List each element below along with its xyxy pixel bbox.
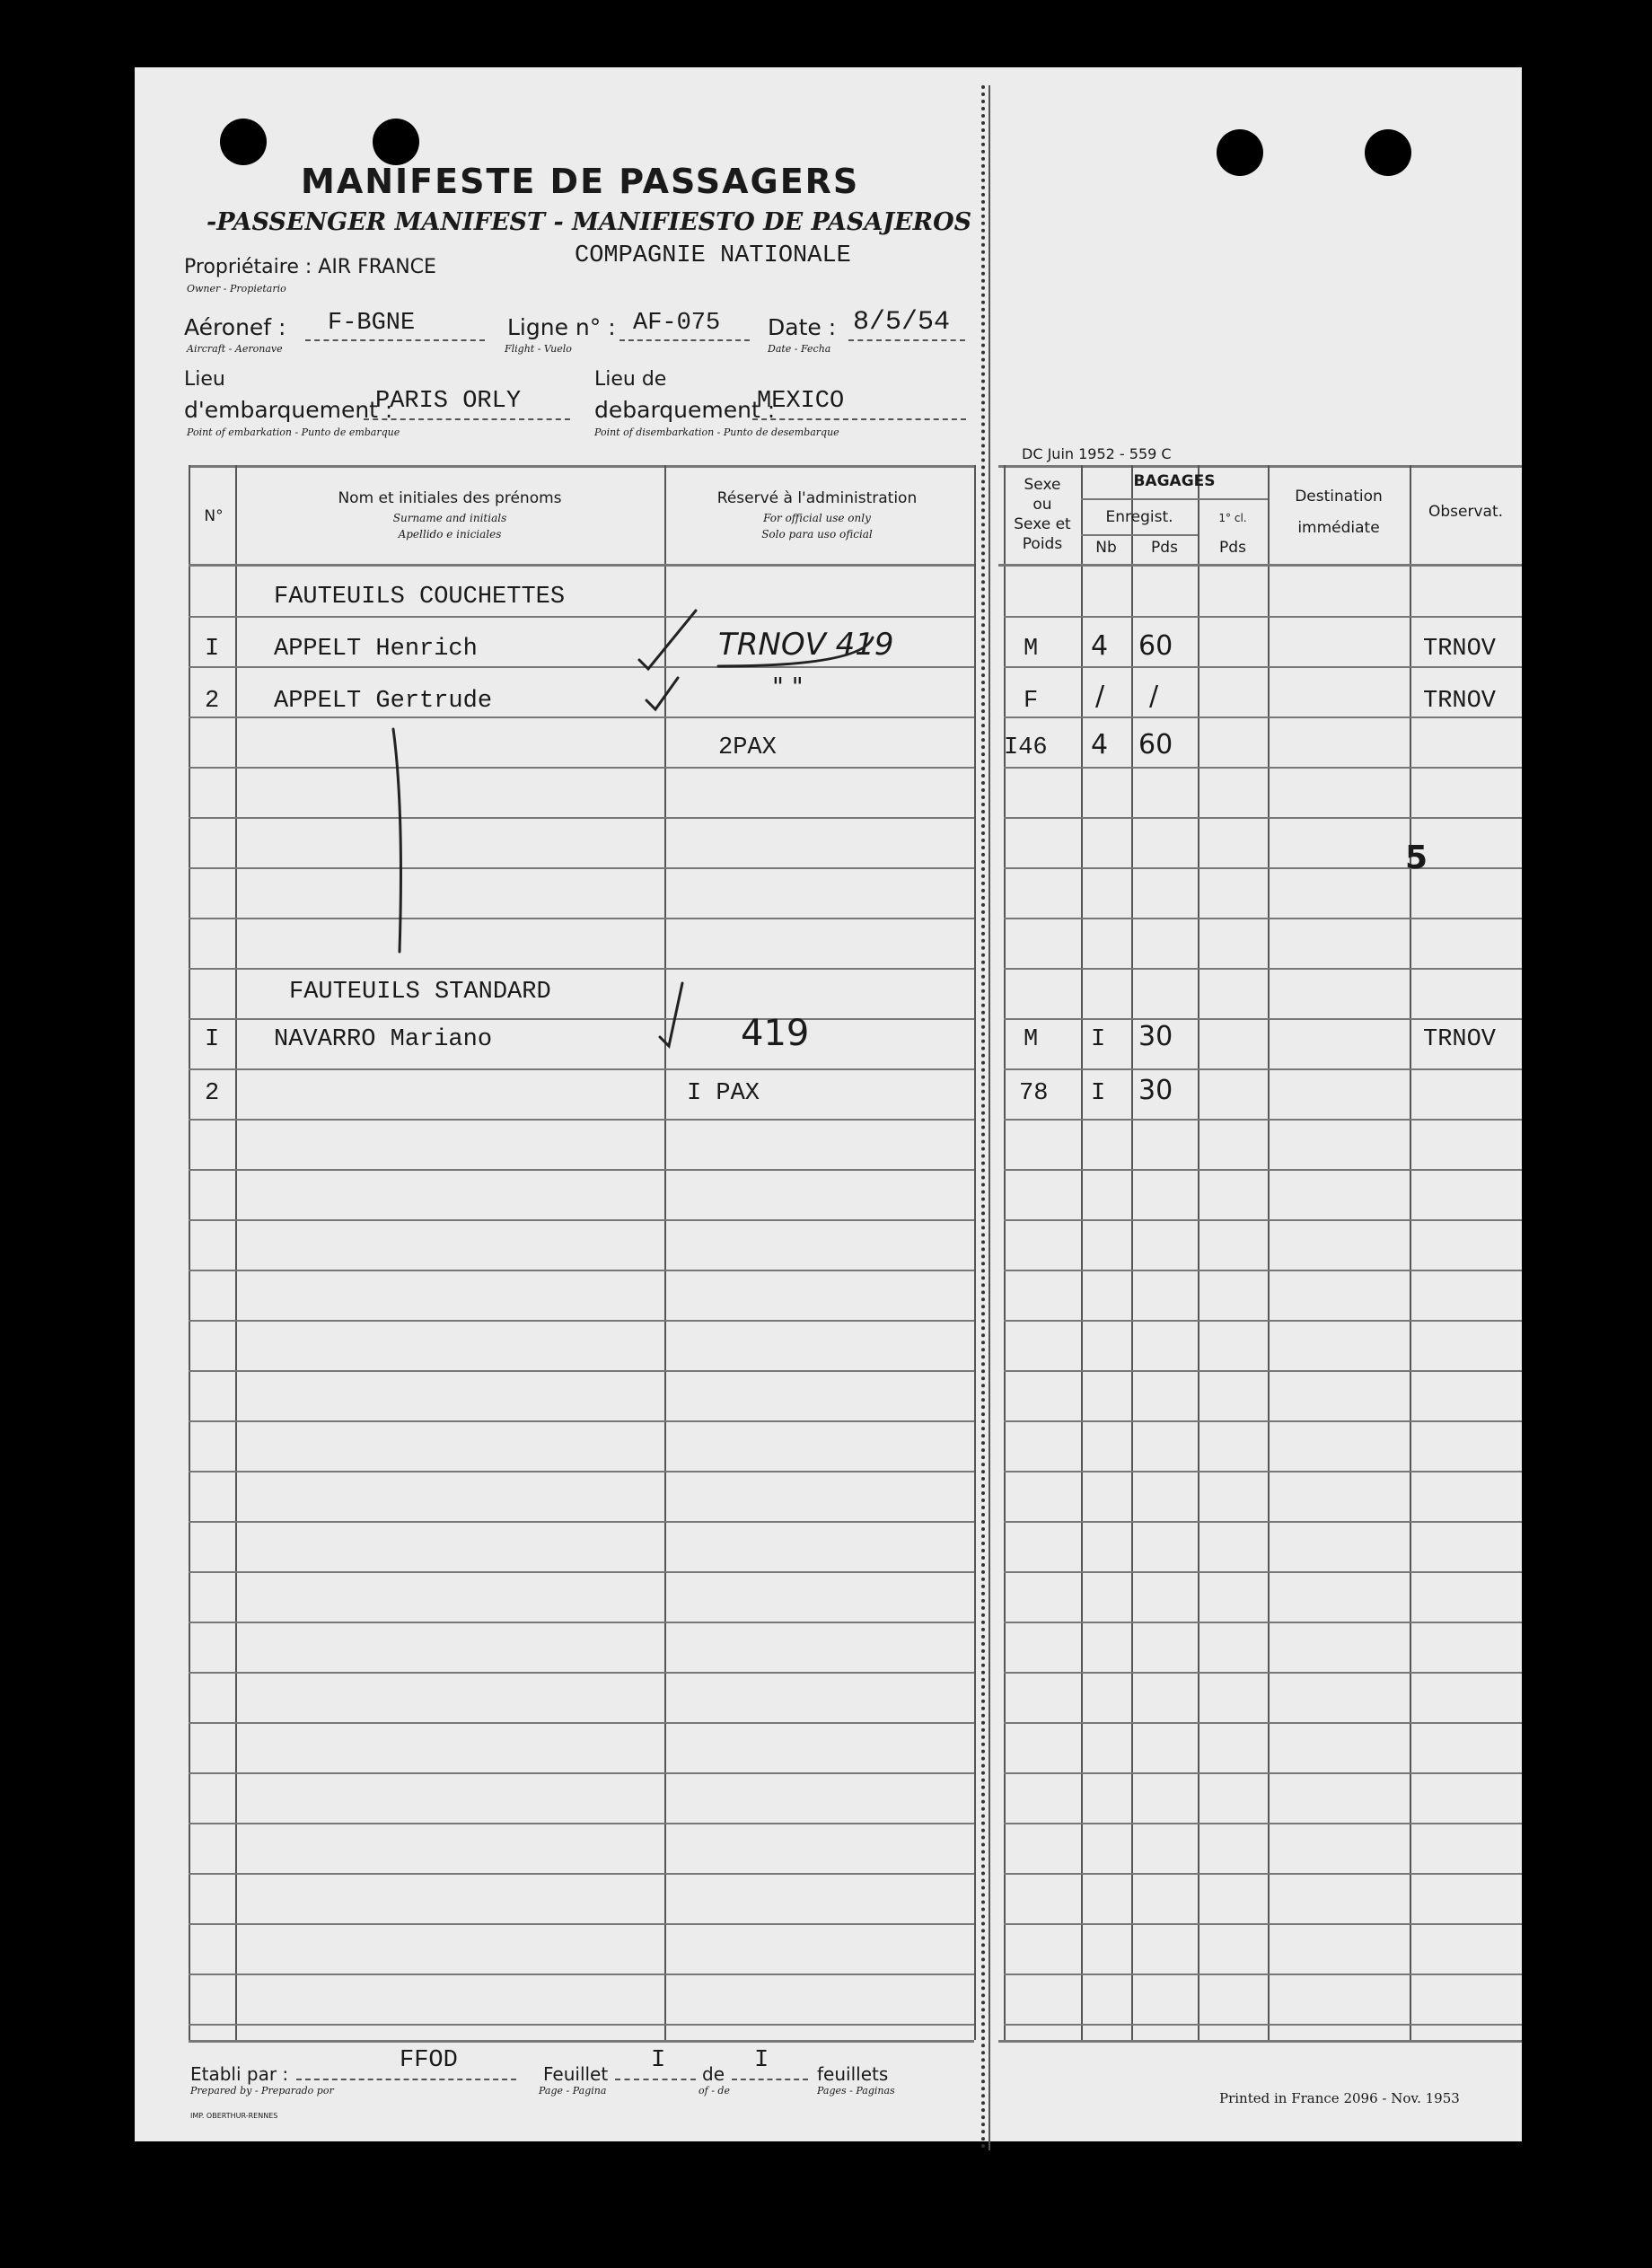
col-destination-2: immédiate: [1297, 519, 1380, 537]
col-admin-sub1: For official use only: [763, 512, 871, 524]
date-sub: Date - Fecha: [768, 343, 831, 355]
row-1-nb: 4: [1091, 630, 1109, 662]
row-5-obs: TRNOV: [1423, 1026, 1497, 1053]
row-2-no: 2: [205, 688, 220, 715]
of-sub: of - de: [699, 2085, 730, 2097]
page-sub: Page - Pagina: [539, 2085, 607, 2097]
row-1-sex: M: [1024, 636, 1039, 663]
row-6-pds: 30: [1138, 1075, 1173, 1106]
col-sex-1: Sexe: [1024, 476, 1061, 494]
section-couchettes: FAUTEUILS COUCHETTES: [274, 584, 566, 611]
col-name-sub2: Apellido e iniciales: [398, 528, 502, 541]
pages-sub: Pages - Paginas: [817, 2085, 895, 2097]
of-label: de: [702, 2063, 725, 2085]
row-3-sex: I46: [1004, 734, 1048, 761]
aircraft-label: Aéronef :: [184, 314, 286, 340]
form-code: DC Juin 1952 - 559 C: [1022, 445, 1172, 462]
flight-sub: Flight - Vuelo: [505, 343, 572, 355]
of-value: I: [754, 2047, 769, 2074]
col-sex-4: Poids: [1022, 535, 1063, 553]
col-admin-sub2: Solo para uso oficial: [761, 528, 873, 541]
embark-sub: Point of embarkation - Punto de embarque: [187, 426, 400, 438]
date-value: 8/5/54: [853, 307, 951, 338]
flight-value: AF-075: [633, 310, 721, 337]
col-destination-1: Destination: [1295, 488, 1383, 505]
disembark-value: MEXICO: [757, 388, 845, 415]
row-6-sex: 78: [1019, 1080, 1049, 1107]
col-observations: Observat.: [1428, 503, 1504, 521]
row-3-nb: 4: [1091, 729, 1109, 760]
embark-value: PARIS ORLY: [375, 388, 522, 415]
col-excess: 1° cl.: [1218, 512, 1247, 524]
form-subtitle: -PASSENGER MANIFEST - MANIFIESTO DE PASAJEROS: [206, 208, 972, 236]
row-1-admin: TRNOV 419: [718, 627, 894, 663]
section-standard: FAUTEUILS STANDARD: [289, 979, 551, 1006]
printer-mark: IMP. OBERTHUR-RENNES: [190, 2112, 278, 2120]
aircraft-sub: Aircraft - Aeronave: [187, 343, 283, 355]
row-1-no: I: [205, 636, 220, 663]
disembark-label-2: debarquement :: [594, 397, 776, 423]
sheet-label: Feuillet: [543, 2063, 609, 2085]
col-sex-2: ou: [1032, 496, 1052, 514]
sheets-label: feuillets: [817, 2063, 889, 2085]
col-name: Nom et initiales des prénoms: [338, 489, 562, 507]
row-2-admin: " ": [772, 672, 804, 701]
row-5-no: I: [205, 1026, 220, 1053]
col-pds: Pds: [1151, 539, 1178, 557]
col-nb: Nb: [1095, 539, 1117, 557]
row-6-no: 2: [205, 1080, 220, 1107]
row-3-pds: 60: [1138, 729, 1173, 760]
row-1-name: APPELT Henrich: [274, 636, 478, 663]
row-2-nb: /: [1095, 681, 1105, 712]
embark-label-2: d'embarquement :: [184, 397, 393, 423]
row-3-admin: 2PAX: [718, 734, 777, 761]
owner-label: Propriétaire : AIR FRANCE: [184, 256, 436, 278]
col-sex-3: Sexe et: [1014, 515, 1071, 533]
row-5-pds: 30: [1138, 1021, 1173, 1052]
row-2-name: APPELT Gertrude: [274, 688, 493, 715]
col-name-sub1: Surname and initials: [392, 512, 507, 524]
sheet-value: I: [651, 2047, 666, 2074]
col-excess-pds: Pds: [1219, 539, 1246, 557]
col-no: N°: [204, 507, 224, 525]
col-baggage: BAGAGES: [1133, 472, 1216, 490]
row-5-name: NAVARRO Mariano: [274, 1026, 493, 1053]
row-5-nb: I: [1091, 1026, 1106, 1053]
disembark-label-1: Lieu de: [594, 368, 667, 391]
row-5-sex: M: [1024, 1026, 1039, 1053]
row-1-obs: TRNOV: [1423, 636, 1497, 663]
form-title: MANIFESTE DE PASSAGERS: [301, 162, 860, 201]
row-5-admin: 419: [741, 1013, 810, 1054]
aircraft-value: F-BGNE: [328, 310, 416, 337]
row-2-sex: F: [1024, 688, 1039, 715]
prepared-label: Etabli par :: [190, 2063, 289, 2085]
disembark-sub: Point of disembarkation - Punto de desembarque: [594, 426, 839, 438]
owner-sub: Owner - Propietario: [187, 283, 286, 294]
printed-in: Printed in France 2096 - Nov. 1953: [1219, 2090, 1460, 2106]
col-admin: Réservé à l'administration: [716, 489, 918, 507]
margin-mark: 5: [1405, 840, 1428, 876]
row-2-obs: TRNOV: [1423, 688, 1497, 715]
row-2-pds: /: [1149, 681, 1159, 712]
row-6-admin: I PAX: [687, 1080, 760, 1107]
col-registered: Enregist.: [1105, 508, 1173, 526]
flight-label: Ligne n° :: [507, 314, 616, 340]
date-label: Date :: [768, 314, 837, 340]
row-1-pds: 60: [1138, 630, 1173, 662]
row-6-nb: I: [1091, 1080, 1106, 1107]
prepared-sub: Prepared by - Preparado por: [190, 2085, 334, 2097]
owner-value: COMPAGNIE NATIONALE: [575, 242, 851, 269]
embark-label-1: Lieu: [184, 368, 225, 391]
prepared-value: FFOD: [400, 2047, 458, 2074]
